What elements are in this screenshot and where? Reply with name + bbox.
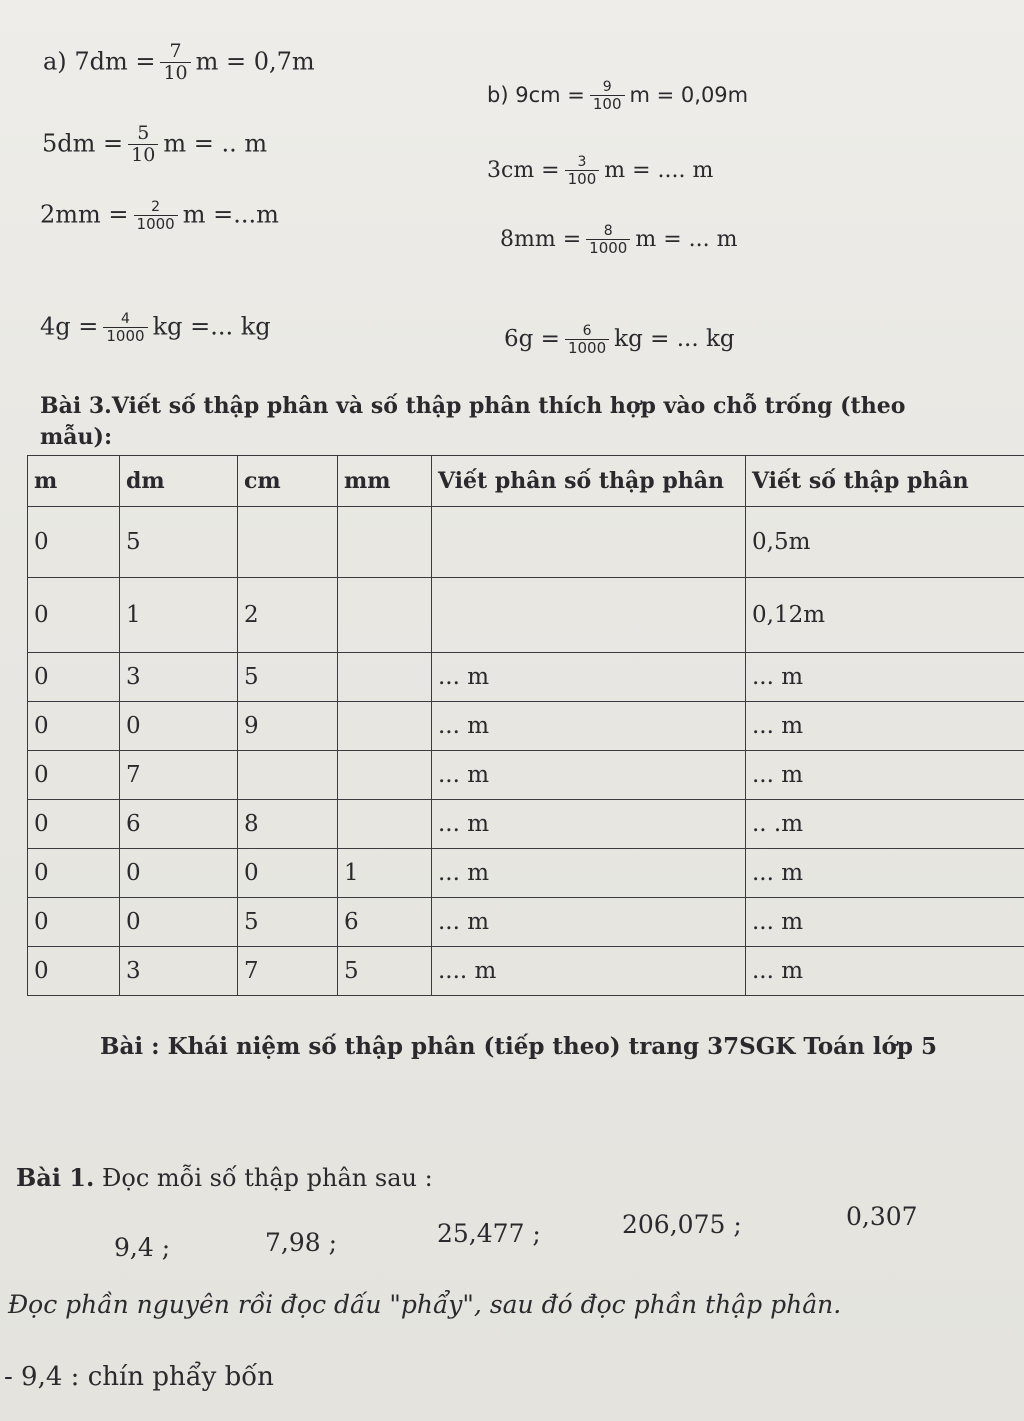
cell-fraction: ... m xyxy=(432,702,746,751)
decimal-number: 206,075 ; xyxy=(622,1210,742,1239)
cell-m: 0 xyxy=(28,578,120,653)
cell-decimal: ... m xyxy=(746,898,1024,947)
denominator: 100 xyxy=(590,95,625,113)
exercise-3-title-cont: mẫu): xyxy=(40,424,113,450)
cell-fraction: ... m xyxy=(432,849,746,898)
cell-decimal: 0,5m xyxy=(746,507,1024,578)
header-cm: cm xyxy=(238,456,338,507)
table-row xyxy=(28,751,1024,800)
part-a-row-1 xyxy=(43,42,315,84)
denominator: 1000 xyxy=(565,339,609,357)
fraction xyxy=(586,224,630,256)
cell-dm: 5 xyxy=(120,507,238,578)
table-row xyxy=(28,898,1024,947)
expr-rhs: kg = ... kg xyxy=(614,326,735,353)
cell-decimal: ... m xyxy=(746,751,1024,800)
table-row xyxy=(28,702,1024,751)
conversion-table xyxy=(27,455,1024,996)
reading-example: - 9,4 : chín phẩy bốn xyxy=(4,1362,274,1392)
expr-rhs: m = .. m xyxy=(163,129,268,158)
header-dm: dm xyxy=(120,456,238,507)
cell-mm xyxy=(338,751,432,800)
cell-dm: 0 xyxy=(120,702,238,751)
part-b-row-2 xyxy=(487,155,713,187)
cell-m: 0 xyxy=(28,800,120,849)
cell-fraction xyxy=(432,578,746,653)
cell-mm xyxy=(338,507,432,578)
fraction xyxy=(134,200,178,232)
expr-lhs: 6g = xyxy=(504,326,560,353)
header-m: m xyxy=(28,456,120,507)
cell-m: 0 xyxy=(28,653,120,702)
cell-dm: 1 xyxy=(120,578,238,653)
table-row xyxy=(28,507,1024,578)
cell-fraction: ... m xyxy=(432,800,746,849)
cell-mm xyxy=(338,800,432,849)
decimal-number: 9,4 ; xyxy=(114,1233,171,1262)
cell-mm: 5 xyxy=(338,947,432,996)
part-b-row-1 xyxy=(487,80,748,112)
cell-cm: 5 xyxy=(238,898,338,947)
exercise-1-prompt: Đọc mỗi số thập phân sau : xyxy=(94,1164,433,1192)
cell-mm xyxy=(338,653,432,702)
numerator: 4 xyxy=(121,311,130,327)
cell-cm: 7 xyxy=(238,947,338,996)
cell-m: 0 xyxy=(28,751,120,800)
table-header-row xyxy=(28,456,1024,507)
cell-dm: 3 xyxy=(120,653,238,702)
numerator: 6 xyxy=(582,323,592,339)
denominator: 100 xyxy=(565,170,600,188)
cell-dm: 0 xyxy=(120,898,238,947)
cell-cm: 9 xyxy=(238,702,338,751)
decimal-number: 7,98 ; xyxy=(265,1228,338,1257)
cell-dm: 6 xyxy=(120,800,238,849)
denominator: 1000 xyxy=(134,215,178,233)
numerator: 9 xyxy=(602,79,612,95)
numerator: 2 xyxy=(151,199,161,215)
cell-dm: 0 xyxy=(120,849,238,898)
cell-cm: 5 xyxy=(238,653,338,702)
fraction xyxy=(565,155,600,187)
denominator: 10 xyxy=(128,144,158,166)
fraction xyxy=(103,312,147,344)
cell-dm: 3 xyxy=(120,947,238,996)
cell-cm xyxy=(238,751,338,800)
expr-rhs: m = 0,09m xyxy=(629,83,749,108)
table-body xyxy=(28,507,1024,996)
table-row xyxy=(28,849,1024,898)
cell-m: 0 xyxy=(28,849,120,898)
cell-cm xyxy=(238,507,338,578)
table-row xyxy=(28,947,1024,996)
denominator: 10 xyxy=(160,62,190,84)
exercise-3-title: Bài 3.Viết số thập phân và số thập phân thích hợp vào chỗ trống (theo xyxy=(40,393,906,419)
cell-cm: 0 xyxy=(238,849,338,898)
decimal-number: 0,307 xyxy=(846,1202,918,1231)
part-b-row-4 xyxy=(504,324,735,356)
cell-m: 0 xyxy=(28,898,120,947)
cell-fraction: ... m xyxy=(432,898,746,947)
cell-decimal: ... m xyxy=(746,702,1024,751)
cell-mm xyxy=(338,702,432,751)
table-row xyxy=(28,653,1024,702)
expr-lhs: 8mm = xyxy=(500,227,582,253)
expr-lhs: 7dm = xyxy=(74,47,156,76)
part-a-row-4 xyxy=(40,312,271,344)
cell-fraction: .... m xyxy=(432,947,746,996)
part-b-row-3 xyxy=(500,224,737,256)
header-decimal: Viết số thập phân xyxy=(746,456,1024,507)
expr-lhs: 3cm = xyxy=(487,158,560,184)
expr-rhs: m = 0,7m xyxy=(195,47,315,76)
expr-lhs: 5dm = xyxy=(42,129,124,158)
numerator: 3 xyxy=(577,154,587,170)
expr-lhs: 4g = xyxy=(40,312,99,341)
numerator: 7 xyxy=(169,40,182,62)
cell-m: 0 xyxy=(28,702,120,751)
cell-fraction xyxy=(432,507,746,578)
cell-fraction: ... m xyxy=(432,751,746,800)
cell-cm: 8 xyxy=(238,800,338,849)
part-a-label: a) xyxy=(43,47,67,76)
cell-cm: 2 xyxy=(238,578,338,653)
expr-lhs: 2mm = xyxy=(40,200,129,229)
cell-mm: 6 xyxy=(338,898,432,947)
table-row xyxy=(28,578,1024,653)
expr-rhs: kg =... kg xyxy=(152,312,271,341)
denominator: 1000 xyxy=(586,239,630,257)
part-a-row-2 xyxy=(42,124,267,166)
exercise-1-label: Bài 1. xyxy=(16,1163,95,1192)
cell-dm: 7 xyxy=(120,751,238,800)
expr-lhs: 9cm = xyxy=(515,83,585,108)
denominator: 1000 xyxy=(103,327,147,345)
fraction xyxy=(160,42,190,84)
lesson-title: Bài : Khái niệm số thập phân (tiếp theo) trang 37SGK Toán lớp 5 xyxy=(100,1033,937,1060)
header-mm: mm xyxy=(338,456,432,507)
table-row xyxy=(28,800,1024,849)
cell-decimal: ... m xyxy=(746,849,1024,898)
cell-m: 0 xyxy=(28,947,120,996)
fraction xyxy=(128,124,158,166)
fraction xyxy=(590,80,625,112)
exercise-1-title xyxy=(16,1163,433,1192)
decimal-number: 25,477 ; xyxy=(437,1219,541,1248)
numerator: 5 xyxy=(137,122,150,144)
part-a-row-3 xyxy=(40,200,279,232)
fraction xyxy=(565,324,609,356)
expr-rhs: m =...m xyxy=(182,200,279,229)
cell-mm: 1 xyxy=(338,849,432,898)
cell-decimal: ... m xyxy=(746,947,1024,996)
cell-decimal: ... m xyxy=(746,653,1024,702)
part-b-label: b) xyxy=(487,83,509,108)
numerator: 8 xyxy=(603,223,613,239)
cell-decimal: 0,12m xyxy=(746,578,1024,653)
reading-instruction: Đọc phần nguyên rồi đọc dấu "phẩy", sau đó đọc phần thập phân. xyxy=(8,1290,842,1319)
cell-m: 0 xyxy=(28,507,120,578)
header-fraction: Viết phân số thập phân xyxy=(432,456,746,507)
cell-decimal: .. .m xyxy=(746,800,1024,849)
expr-rhs: m = ... m xyxy=(635,227,738,253)
cell-mm xyxy=(338,578,432,653)
cell-fraction: ... m xyxy=(432,653,746,702)
expr-rhs: m = .... m xyxy=(604,158,714,184)
